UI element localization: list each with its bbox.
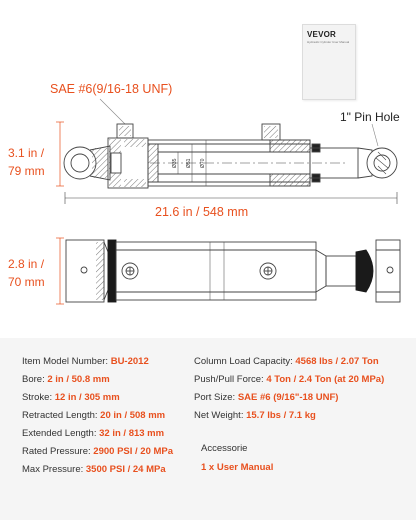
spec-value: 4 Ton / 2.4 Ton (at 20 MPa) (266, 374, 385, 385)
spec-value: 2900 PSI / 20 MPa (93, 446, 174, 457)
width-dimension-mm: 70 mm (8, 275, 45, 289)
sae-pointer-line (100, 99, 125, 124)
spec-label: Extended Length: (22, 428, 100, 439)
width-dimension-in: 2.8 in / (8, 257, 45, 271)
bore-mark-1: Ø35 (172, 158, 178, 168)
spec-rated-pressure (22, 446, 173, 458)
sae-port-label: SAE #6(9/16-18 UNF) (50, 82, 173, 96)
spec-value: BU-2012 (110, 356, 149, 367)
bore-mark-3: Ø70 (200, 158, 206, 168)
spec-value: 32 in / 813 mm (99, 428, 165, 439)
spec-value: 2 in / 50.8 mm (47, 374, 110, 385)
spec-max-pressure (22, 464, 166, 476)
spec-column-load (194, 356, 379, 368)
length-dimension-label: 21.6 in / 548 mm (155, 205, 249, 219)
spec-retracted-length (22, 410, 165, 422)
manual-subtitle: Hydraulic Cylinder User Manual (307, 40, 350, 44)
spec-model (22, 356, 149, 368)
spec-net-weight (194, 410, 316, 422)
accessory-value: 1 x User Manual (201, 462, 274, 473)
length-dimension-line (65, 192, 397, 204)
spec-extended-length (22, 428, 164, 440)
spec-label: Net Weight: (194, 410, 247, 421)
spec-value: SAE #6 (9/16"-18 UNF) (237, 392, 339, 403)
spec-value: 20 in / 508 mm (100, 410, 166, 421)
spec-value: 12 in / 305 mm (54, 392, 120, 403)
spec-label: Max Pressure: (22, 464, 86, 475)
cylinder-section-view (56, 122, 397, 188)
spec-port-size (194, 392, 338, 404)
specifications-panel (0, 338, 416, 520)
spec-label: Retracted Length: (22, 410, 101, 421)
spec-value: 4568 lbs / 2.07 Ton (295, 356, 379, 367)
spec-value: 3500 PSI / 24 MPa (85, 464, 166, 475)
spec-label: Item Model Number: (22, 356, 111, 367)
spec-label: Column Load Capacity: (194, 356, 296, 367)
pin-hole-label: 1" Pin Hole (340, 110, 400, 124)
accessories-title: Accessorie (201, 443, 248, 454)
spec-stroke (22, 392, 120, 404)
spec-value: 15.7 lbs / 7.1 kg (246, 410, 316, 421)
pin-pointer-line (372, 124, 378, 146)
spec-push-pull-force (194, 374, 384, 386)
spec-label: Bore: (22, 374, 48, 385)
bore-mark-2: Ø51 (186, 158, 192, 168)
accessories-item (201, 462, 273, 474)
spec-label: Push/Pull Force: (194, 374, 267, 385)
spec-bore (22, 374, 110, 386)
manual-brand-logo: VEVOR (307, 30, 337, 39)
spec-label: Rated Pressure: (22, 446, 94, 457)
spec-label: Stroke: (22, 392, 55, 403)
height-dimension-in: 3.1 in / (8, 146, 45, 160)
cylinder-side-view (56, 238, 400, 304)
spec-label: Port Size: (194, 392, 238, 403)
height-dimension-mm: 79 mm (8, 164, 45, 178)
